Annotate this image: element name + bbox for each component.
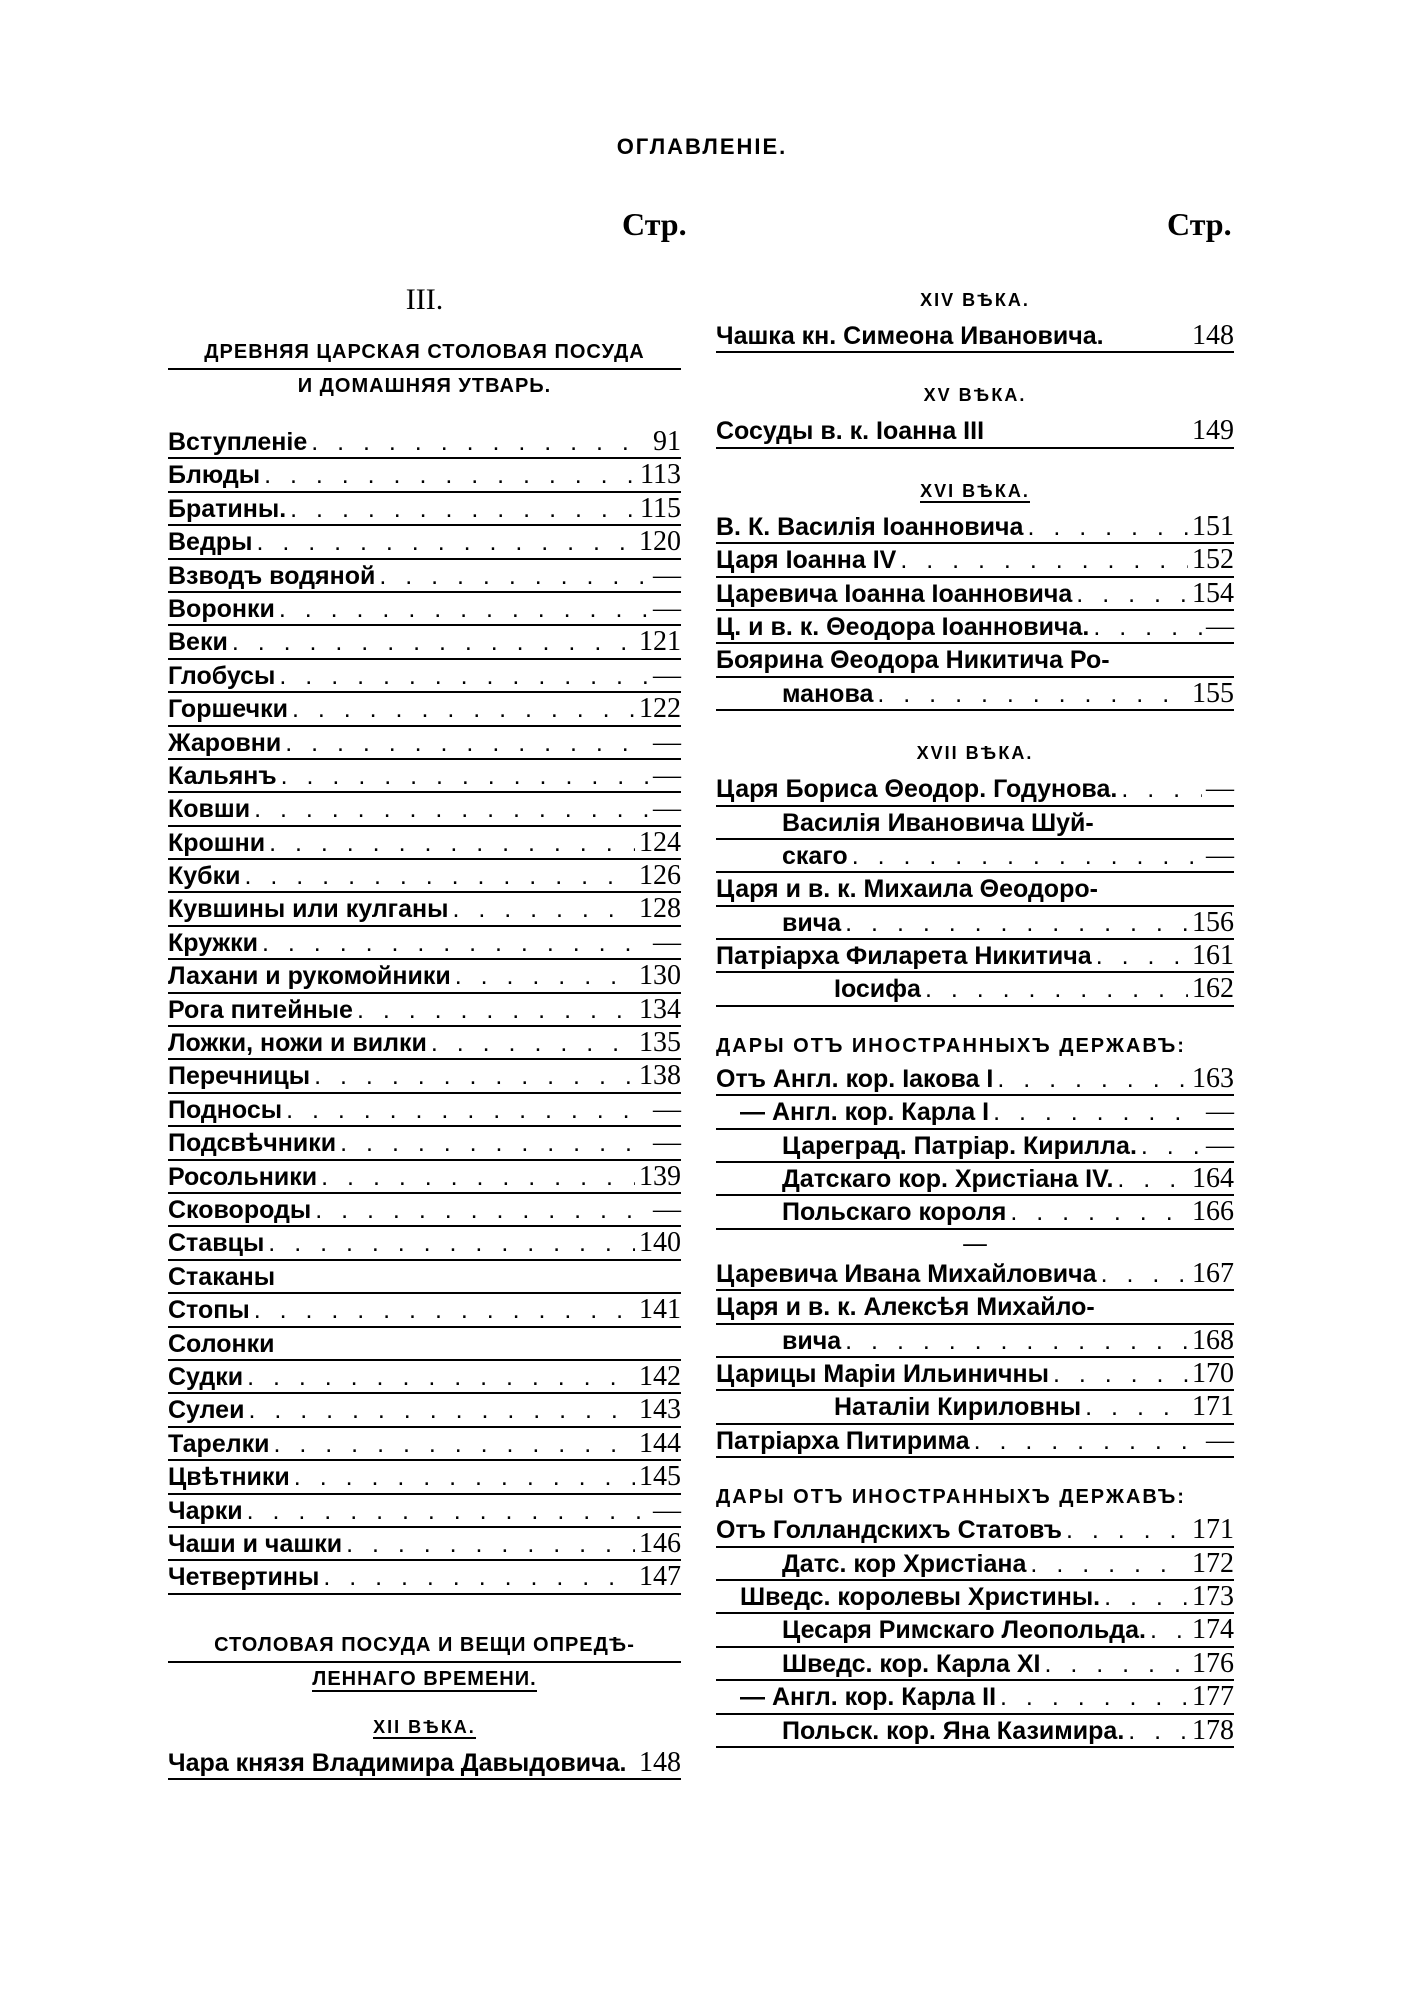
toc-entry[interactable] <box>716 1614 1234 1647</box>
toc-entry-label: Шведс. королевы Христины. <box>740 1582 1101 1611</box>
toc-entry[interactable] <box>716 1715 1234 1748</box>
toc-entry[interactable] <box>716 1358 1234 1391</box>
leader-dots <box>1104 1581 1188 1613</box>
leader-dots <box>1150 1614 1188 1646</box>
toc-entry-page: 138 <box>639 1060 681 1092</box>
toc-entry[interactable] <box>168 727 681 760</box>
toc-entry-label: Сковороды <box>168 1195 312 1224</box>
toc-entry[interactable] <box>716 940 1234 973</box>
toc-entry[interactable] <box>168 893 681 926</box>
century-heading-16: XVI ВѢКА. <box>920 480 1030 501</box>
toc-entry-label: Блюды <box>168 461 261 490</box>
toc-entry[interactable] <box>716 415 1234 448</box>
leader-dots <box>1044 1648 1188 1680</box>
toc-entry-page: 167 <box>1192 1257 1234 1289</box>
toc-entry-page: — <box>653 659 681 691</box>
toc-list-17b <box>716 1258 1234 1458</box>
toc-entry-label: Подсвѣчники <box>168 1129 337 1158</box>
toc-entry-label: Горшечки <box>168 695 288 724</box>
leader-dots <box>1121 773 1202 805</box>
toc-entry-label: Росольники <box>168 1162 318 1191</box>
toc-entry-page: — <box>1206 839 1234 871</box>
toc-entry-page: — <box>1206 1424 1234 1456</box>
leader-dots <box>279 593 649 625</box>
leader-dots <box>256 526 635 558</box>
toc-list-gifts-2 <box>716 1514 1234 1748</box>
toc-entry-page: 148 <box>639 1746 681 1778</box>
toc-entry[interactable] <box>716 511 1234 544</box>
toc-entry-label: Перечницы <box>168 1062 311 1091</box>
toc-entry[interactable] <box>716 544 1234 577</box>
leader-dots <box>279 660 649 692</box>
leader-dots <box>254 1294 635 1326</box>
section-title-dated: СТОЛОВАЯ ПОСУДА И ВЕЩИ ОПРЕДѢ- <box>168 1629 681 1663</box>
leader-dots <box>1117 1163 1188 1195</box>
toc-entry-label: Цесаря Римскаго Леопольда. <box>782 1616 1146 1645</box>
leader-dots <box>1076 578 1188 610</box>
toc-entry[interactable] <box>168 793 681 826</box>
toc-entry-label: Чаши и чашки <box>168 1529 343 1558</box>
toc-entry-label: Чашка кн. Симеона Ивановича. <box>716 322 1104 350</box>
toc-entry-label: Судки <box>168 1362 244 1391</box>
toc-entry-page: 148 <box>1192 320 1234 351</box>
toc-entry-page: 162 <box>1192 973 1234 1005</box>
toc-list-gifts-1 <box>716 1063 1234 1230</box>
toc-entry-page: 154 <box>1192 577 1234 609</box>
century-heading-17: XVII ВѢКА. <box>916 743 1034 764</box>
leader-dots <box>245 860 636 892</box>
leader-dots <box>900 544 1188 576</box>
toc-entry-label: Царевича Ивана Михайловича <box>716 1259 1097 1288</box>
toc-entry[interactable] <box>168 593 681 626</box>
toc-entry-page: 174 <box>1192 1614 1234 1646</box>
gifts-heading-1: ДАРЫ ОТЪ ИНОСТРАННЫХЪ ДЕРЖАВЪ: <box>716 1034 1186 1057</box>
leader-dots <box>346 1528 635 1560</box>
toc-entry-page: 124 <box>639 826 681 858</box>
leader-dots <box>1101 1258 1188 1290</box>
leader-dots <box>321 1161 635 1193</box>
toc-entry-page: 134 <box>639 993 681 1025</box>
leader-dots <box>247 1495 649 1527</box>
gifts-heading-2: ДАРЫ ОТЪ ИНОСТРАННЫХЪ ДЕРЖАВЪ: <box>716 1486 1186 1509</box>
toc-entry[interactable] <box>168 493 681 526</box>
leader-dots <box>286 1094 649 1126</box>
leader-dots <box>285 727 649 759</box>
toc-entry-label: Польскаго короля <box>782 1198 1007 1227</box>
toc-entry[interactable] <box>168 1027 681 1060</box>
toc-entry[interactable] <box>168 1227 681 1260</box>
toc-entry-label: Ц. и в. к. Θеодора Iоанновича. <box>716 612 1090 641</box>
page-column-label-left: Стр. <box>622 206 687 242</box>
page-title: ОГЛАВЛЕНIЕ. <box>616 134 788 159</box>
toc-entry-label: Iосифа <box>834 975 921 1004</box>
toc-entry[interactable] <box>168 1561 681 1594</box>
toc-entry[interactable] <box>716 611 1234 644</box>
toc-entry[interactable] <box>716 1648 1234 1681</box>
leader-dots <box>315 1194 649 1226</box>
toc-entry[interactable] <box>168 1328 681 1361</box>
toc-entry[interactable] <box>716 578 1234 611</box>
leader-dots <box>1010 1196 1188 1228</box>
toc-entry-label: манова <box>782 679 874 708</box>
toc-entry-label: Ложки, ножи и вилки <box>168 1029 427 1058</box>
toc-entry-label: Василiя Ивановича Шуй- <box>782 808 1094 837</box>
toc-entry[interactable] <box>168 1747 681 1780</box>
toc-entry[interactable] <box>716 1063 1234 1096</box>
century-heading-15: XV ВѢКА. <box>923 385 1027 406</box>
toc-entry-label: Отъ Англ. кор. Iакова I <box>716 1064 994 1093</box>
toc-entry[interactable] <box>716 678 1234 711</box>
toc-entry[interactable] <box>168 1060 681 1093</box>
toc-entry-label: вича <box>782 908 842 937</box>
toc-entry-page: 155 <box>1192 677 1234 709</box>
leader-dots <box>1093 611 1202 643</box>
toc-entry-page: 135 <box>639 1027 681 1059</box>
toc-entry[interactable] <box>168 1127 681 1160</box>
toc-entry[interactable] <box>716 644 1234 677</box>
century-heading-14: XIV ВѢКА. <box>920 290 1030 310</box>
leader-dots <box>232 626 635 658</box>
leader-dots <box>974 1425 1202 1457</box>
section-title-tableware: ДРЕВНЯЯ ЦАРСКАЯ СТОЛОВАЯ ПОСУДА <box>168 336 681 370</box>
toc-entry[interactable] <box>716 807 1234 840</box>
toc-entry-page: 177 <box>1192 1681 1234 1713</box>
toc-entry[interactable] <box>168 560 681 593</box>
leader-dots <box>1030 1548 1188 1580</box>
toc-entry-page: — <box>653 559 681 591</box>
toc-entry[interactable] <box>716 1130 1234 1163</box>
toc-entry-page: 121 <box>639 626 681 658</box>
toc-entry-label: Кальянъ <box>168 761 277 790</box>
toc-entry-label: Чара князя Владимира Давыдовича. <box>168 1748 627 1777</box>
toc-entry[interactable] <box>716 907 1234 940</box>
toc-entry[interactable] <box>168 1094 681 1127</box>
toc-entry-label: Кружки <box>168 928 259 957</box>
toc-entry-page: 163 <box>1192 1062 1234 1094</box>
toc-entry[interactable] <box>716 973 1234 1006</box>
toc-entry[interactable] <box>168 960 681 993</box>
page-column-label-right: Стр. <box>1167 206 1232 242</box>
toc-entry[interactable] <box>716 320 1234 353</box>
toc-entry-label: Наталiи Кириловны <box>834 1393 1082 1422</box>
toc-entry[interactable] <box>168 626 681 659</box>
toc-entry-page: — <box>653 726 681 758</box>
toc-entry-page: 152 <box>1192 544 1234 576</box>
leader-dots <box>379 560 649 592</box>
leader-dots <box>452 893 635 925</box>
leader-dots <box>845 1325 1188 1357</box>
toc-entry-page: — <box>1206 773 1234 805</box>
toc-entry-page: — <box>653 592 681 624</box>
toc-entry-label: Лахани и рукомойники <box>168 962 451 991</box>
toc-entry[interactable] <box>716 1163 1234 1196</box>
leader-dots <box>1000 1681 1188 1713</box>
toc-entry-label: Стаканы <box>168 1262 276 1291</box>
left-column <box>168 280 681 1780</box>
toc-entry[interactable] <box>168 1394 681 1427</box>
toc-entry-label: Взводъ водяной <box>168 561 376 590</box>
toc-entry-label: Царевича Iоанна Iоанновича <box>716 579 1073 608</box>
part-numeral: III. <box>405 283 444 316</box>
leader-dots <box>1085 1391 1188 1423</box>
section-title-dated-line2: ЛЕННАГО ВРЕМЕНИ. <box>312 1667 537 1690</box>
toc-entry-label: скаго <box>782 841 848 870</box>
toc-entry-page: 166 <box>1192 1196 1234 1228</box>
leader-dots <box>993 1096 1202 1128</box>
toc-entry[interactable] <box>168 660 681 693</box>
toc-entry-label: Боярина Θеодора Никитича Ро- <box>716 646 1110 675</box>
leader-dots <box>262 927 649 959</box>
toc-entry-label: Кувшины или кулганы <box>168 895 449 924</box>
toc-entry[interactable] <box>716 840 1234 873</box>
toc-entry-page: 91 <box>653 426 681 457</box>
leader-dots <box>269 827 635 859</box>
toc-entry-page: 173 <box>1192 1580 1234 1612</box>
toc-entry-page: — <box>653 1127 681 1159</box>
leader-dots <box>274 1428 636 1460</box>
toc-entry[interactable] <box>716 1391 1234 1424</box>
toc-entry-page: — <box>653 1494 681 1526</box>
toc-entry-page: 156 <box>1192 906 1234 938</box>
toc-entry-label: — Англ. кор. Карла I <box>740 1098 990 1127</box>
leader-dots <box>845 907 1188 939</box>
toc-entry-page: 139 <box>639 1160 681 1192</box>
toc-entry-label: Ведры <box>168 528 253 557</box>
leader-dots <box>323 1561 635 1593</box>
toc-entry-page: 130 <box>639 960 681 992</box>
toc-entry-label: Патрiарха Филарета Никитича <box>716 942 1092 971</box>
toc-entry-page: 143 <box>639 1394 681 1426</box>
toc-entry[interactable] <box>168 526 681 559</box>
leader-dots <box>455 960 635 992</box>
toc-entry-page: 147 <box>639 1561 681 1593</box>
leader-dots <box>1027 511 1188 543</box>
toc-entry-label: Шведс. кор. Карла XI <box>782 1649 1041 1678</box>
toc-entry-page: 171 <box>1192 1514 1234 1546</box>
toc-entry[interactable] <box>168 1161 681 1194</box>
toc-entry-label: Четвертины <box>168 1563 320 1592</box>
leader-dots <box>1096 940 1188 972</box>
toc-entry-page: — <box>1206 610 1234 642</box>
section-title-household: И ДОМАШНЯЯ УТВАРЬ. <box>297 375 552 397</box>
leader-dots <box>264 459 636 491</box>
right-column <box>716 280 1234 1748</box>
toc-entry-page: — <box>653 926 681 958</box>
leader-dots <box>1053 1358 1188 1390</box>
toc-entry[interactable] <box>168 994 681 1027</box>
leader-dots <box>290 493 636 525</box>
toc-entry-page: 168 <box>1192 1324 1234 1356</box>
leader-dots <box>340 1127 649 1159</box>
toc-entry-page: 146 <box>639 1527 681 1559</box>
toc-entry[interactable] <box>168 693 681 726</box>
leader-dots <box>1066 1514 1188 1546</box>
toc-entry[interactable] <box>168 1294 681 1327</box>
toc-entry-label: Веки <box>168 628 228 657</box>
toc-entry-label: Ставцы <box>168 1229 265 1258</box>
toc-entry[interactable] <box>716 1291 1234 1324</box>
toc-entry-label: Рога питейные <box>168 995 353 1024</box>
toc-entry-label: Цвѣтники <box>168 1463 290 1492</box>
toc-entry-label: Патрiарха Питирима <box>716 1426 970 1455</box>
toc-entry-label: Стопы <box>168 1296 250 1325</box>
toc-entry-page: 145 <box>639 1461 681 1493</box>
toc-entry[interactable] <box>716 1196 1234 1229</box>
leader-dots <box>254 793 649 825</box>
toc-entry-page: — <box>653 1193 681 1225</box>
leader-dots <box>431 1027 635 1059</box>
leader-dots <box>925 973 1188 1005</box>
toc-entry[interactable] <box>716 1325 1234 1358</box>
leader-dots <box>314 1060 635 1092</box>
toc-entry-page: 140 <box>639 1227 681 1259</box>
toc-entry[interactable] <box>168 827 681 860</box>
toc-entry-label: Царя Iоанна IV <box>716 546 897 575</box>
toc-entry[interactable] <box>716 1096 1234 1129</box>
toc-entry-page: 171 <box>1192 1391 1234 1423</box>
toc-entry-page: 161 <box>1192 940 1234 972</box>
leader-dots <box>292 693 635 725</box>
toc-entry-page: — <box>653 759 681 791</box>
toc-entry-label: В. К. Василiя Iоанновича <box>716 512 1024 541</box>
toc-entry-label: Цареград. Патрiар. Кирилла. <box>782 1131 1137 1160</box>
toc-entry-page: 115 <box>640 492 681 524</box>
leader-dots <box>1141 1130 1202 1162</box>
toc-entry-label: Сосуды в. к. Iоанна III <box>716 417 985 446</box>
leader-dots <box>311 426 649 458</box>
toc-entry-label: Крошни <box>168 828 266 857</box>
toc-entry[interactable] <box>716 1258 1234 1291</box>
leader-dots <box>1128 1715 1188 1747</box>
leader-dots <box>281 760 649 792</box>
toc-entry-label: Отъ Голландскихъ Статовъ <box>716 1516 1062 1545</box>
leader-dots <box>247 1361 635 1393</box>
toc-entry[interactable] <box>168 1528 681 1561</box>
toc-entry[interactable] <box>716 773 1234 806</box>
toc-list-16 <box>716 511 1234 711</box>
toc-entry-page: 176 <box>1192 1647 1234 1679</box>
leader-dots <box>357 994 635 1026</box>
toc-entry-label: Царя и в. к. Михаила Θеодоро- <box>716 875 1098 904</box>
toc-entry-label: — Англ. кор. Карла II <box>740 1683 997 1712</box>
toc-entry-label: Жаровни <box>168 728 282 757</box>
toc-entry-page: — <box>1206 1129 1234 1161</box>
toc-entry-page: — <box>653 1093 681 1125</box>
toc-entry[interactable] <box>716 873 1234 906</box>
toc-entry-page: — <box>1206 1096 1234 1128</box>
toc-entry-page: 141 <box>639 1294 681 1326</box>
toc-entry[interactable] <box>716 1681 1234 1714</box>
toc-entry-page: — <box>653 793 681 825</box>
toc-entry-label: Воронки <box>168 594 275 623</box>
toc-entry-page: 126 <box>639 860 681 892</box>
toc-entry-page: 122 <box>639 693 681 725</box>
toc-entry[interactable] <box>168 860 681 893</box>
toc-entry[interactable] <box>716 1548 1234 1581</box>
toc-entry[interactable] <box>168 1261 681 1294</box>
toc-entry[interactable] <box>168 927 681 960</box>
toc-entry[interactable] <box>168 1194 681 1227</box>
century-heading-12: XII ВѢКА. <box>373 1716 476 1737</box>
toc-entry[interactable] <box>168 1461 681 1494</box>
toc-entry-label: вича <box>782 1326 842 1355</box>
toc-entry-label: Датс. кор Христiана <box>782 1549 1027 1578</box>
toc-entry-label: Царя и в. к. Алексѣя Михайло- <box>716 1293 1095 1322</box>
toc-entry-label: Царицы Марiи Ильиничны <box>716 1359 1049 1388</box>
toc-entry-label: Ковши <box>168 795 251 824</box>
toc-entry[interactable] <box>716 1514 1234 1547</box>
toc-entry-label: Польск. кор. Яна Казимира. <box>782 1716 1125 1745</box>
toc-entry-label: Датскаго кор. Христiана IV. <box>782 1165 1114 1194</box>
toc-entry-page: 151 <box>1192 510 1234 542</box>
toc-entry[interactable] <box>168 426 681 459</box>
toc-entry-page: 178 <box>1192 1714 1234 1746</box>
toc-entry-page: 128 <box>639 893 681 925</box>
toc-entry-label: Солонки <box>168 1329 275 1358</box>
leader-dots <box>268 1227 635 1259</box>
leader-dots <box>877 678 1188 710</box>
toc-list-17 <box>716 773 1234 1007</box>
toc-entry[interactable] <box>716 1581 1234 1614</box>
toc-entry[interactable] <box>168 1495 681 1528</box>
leader-dots <box>997 1063 1188 1095</box>
toc-entry[interactable] <box>716 1425 1234 1458</box>
toc-entry-page: 142 <box>639 1360 681 1392</box>
toc-list-household <box>168 426 681 1595</box>
toc-entry-label: Сулеи <box>168 1396 245 1425</box>
toc-entry-label: Подносы <box>168 1095 283 1124</box>
toc-entry-page: 120 <box>639 526 681 558</box>
toc-entry[interactable] <box>168 1428 681 1461</box>
toc-entry-label: Кубки <box>168 862 241 891</box>
toc-entry-page: 113 <box>640 459 681 491</box>
toc-entry-label: Вступленiе <box>168 428 308 456</box>
toc-entry-page: 164 <box>1192 1163 1234 1195</box>
toc-entry-label: Братины. <box>168 494 287 523</box>
toc-entry-page: 144 <box>639 1427 681 1459</box>
toc-entry[interactable] <box>168 1361 681 1394</box>
toc-entry-label: Глобусы <box>168 661 276 690</box>
leader-dots <box>248 1394 635 1426</box>
toc-entry-page: 172 <box>1192 1547 1234 1579</box>
toc-entry[interactable] <box>168 459 681 492</box>
toc-entry-label: Царя Бориса Θеодор. Годунова. <box>716 775 1118 804</box>
leader-dots <box>294 1461 635 1493</box>
leader-dots <box>852 840 1202 872</box>
toc-entry-page: 170 <box>1192 1357 1234 1389</box>
toc-entry[interactable] <box>168 760 681 793</box>
toc-entry-label: Чарки <box>168 1496 243 1525</box>
dash-separator: — <box>962 1228 988 1259</box>
toc-entry-label: Тарелки <box>168 1429 270 1458</box>
toc-entry-page: 149 <box>1192 415 1234 447</box>
